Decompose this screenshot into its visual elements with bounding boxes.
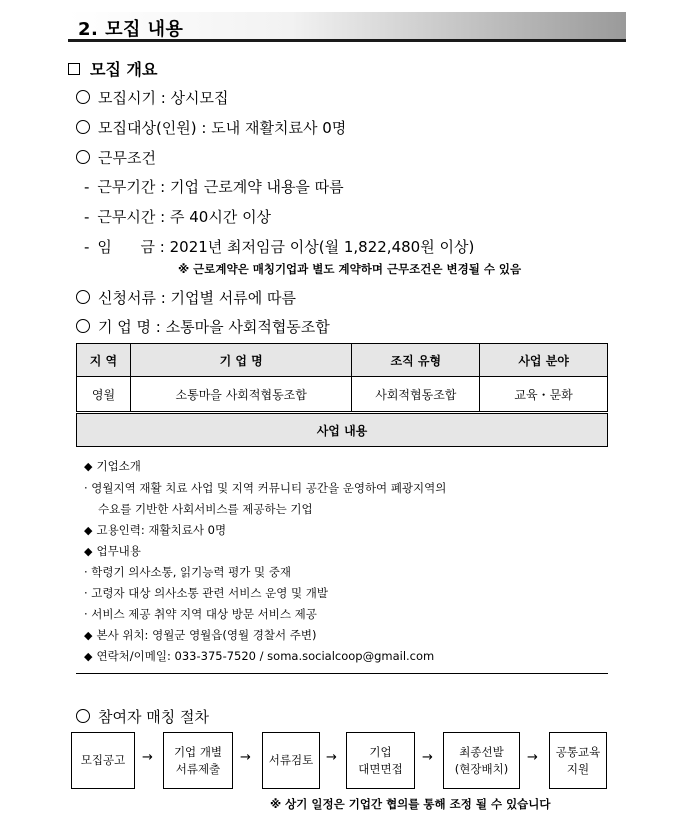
item-conditions-text: 근무조건 [98,149,156,167]
content-header-row [77,413,608,447]
intro-line-1: · 영월지역 재활 치료 사업 및 지역 커뮤니티 공간을 운영하여 폐광지역의 [84,481,447,495]
header-company: 기 업 명 [130,344,352,377]
step-posting [71,732,135,789]
item-documents [76,287,296,308]
item-term-text: 근무기간 : 기업 근로계약 내용을 따름 [97,178,344,196]
diamond-bullet-icon: ◆ [84,650,93,663]
overview-title [68,57,157,80]
step-interview-line2: 대면면접 [358,761,403,776]
item-documents-text: 신청서류 : 기업별 서류에 따름 [98,289,297,307]
dash-bullet-icon: - [84,178,90,196]
header-org-type: 조직 유형 [352,344,480,377]
table-row [77,377,608,413]
hq [84,627,316,643]
work-line-3: · 서비스 제공 취약 지역 대상 방문 서비스 제공 [84,607,317,621]
square-bullet-icon [68,63,80,75]
arrow-icon: → [240,750,251,765]
process-title-text: 참여자 매칭 절차 [98,708,209,726]
hiring [84,522,226,538]
hiring-text: 고용인력: 재활치료사 0명 [96,523,227,537]
item-term [84,176,344,197]
work-label-text: 업무내용 [96,544,141,558]
circle-bullet-icon [76,150,90,164]
work-line-2: · 고령자 대상 의사소통 관련 서비스 운영 및 개발 [84,586,328,600]
section-title: 2. 모집 내용 [78,19,184,40]
circle-bullet-icon [76,90,90,104]
cell-region: 영월 [77,377,131,413]
item-wage [84,236,474,257]
dash-bullet-icon: - [84,238,90,256]
step-submit-docs-line2: 서류제출 [175,761,221,776]
item-conditions [76,147,156,168]
step-interview-line1: 기업 [369,744,392,759]
process-note: ※ 상기 일정은 기업간 협의를 통해 조정 될 수 있습니다 [270,797,551,811]
intro-label-text: 기업소개 [96,459,141,473]
arrow-icon: → [422,750,433,765]
step-posting-text: 모집공고 [80,753,126,767]
company-table [76,343,608,447]
step-submit-docs-line1: 기업 개별 [173,744,223,759]
arrow-icon: → [326,750,337,765]
item-wage-value: : 2021년 최저임금 이상(월 1,822,480원 이상) [159,238,475,256]
diamond-bullet-icon: ◆ [84,545,93,558]
step-training-line1: 공통교육 [555,744,601,759]
dash-bullet-icon: - [84,208,90,226]
content-header: 사업 내용 [77,413,608,447]
business-details [76,452,608,674]
step-submit-docs [163,732,233,789]
item-period-text: 모집시기 : 상시모집 [98,89,229,107]
arrow-icon: → [527,750,538,765]
contact [84,648,434,664]
diamond-bullet-icon: ◆ [84,629,93,642]
cell-org-type: 사회적협동조합 [352,377,480,413]
step-final-selection [443,732,520,789]
circle-bullet-icon [76,120,90,134]
work-label [84,543,141,559]
item-period [76,87,229,108]
step-final-selection-line1: 최종선발 [459,744,504,759]
step-training [549,732,607,789]
circle-bullet-icon [76,290,90,304]
table-header-row [77,344,608,377]
cell-business-field: 교육・문화 [480,377,608,413]
intro-line-2: 수요를 기반한 사회서비스를 제공하는 기업 [98,502,313,516]
contact-text: 연락처/이메일: 033-375-7520 / soma.socialcoop@gmail.com [96,649,435,663]
step-review-text: 서류검토 [268,753,314,767]
item-wage-label: 임 금 [97,238,156,256]
item-company-label: 기 업 명 [98,318,152,336]
item-target-text: 모집대상(인원) : 도내 재활치료사 0명 [98,119,347,137]
item-company [76,316,330,337]
step-final-selection-line2: (현장배치) [454,761,509,776]
item-company-value: : 소통마을 사회적협동조합 [155,318,330,336]
circle-bullet-icon [76,709,90,723]
item-hours-text: 근무시간 : 주 40시간 이상 [97,208,272,226]
header-region: 지 역 [77,344,131,377]
arrow-icon: → [142,750,153,765]
overview-title-text: 모집 개요 [90,60,158,79]
step-interview [346,732,415,789]
item-target [76,117,346,138]
header-business-field: 사업 분야 [480,344,608,377]
circle-bullet-icon [76,319,90,333]
step-review [262,732,320,789]
step-training-line2: 지원 [566,761,590,776]
wage-note: ※ 근로계약은 매칭기업과 별도 계약하며 근무조건은 변경될 수 있음 [178,262,522,276]
work-line-1: · 학령기 의사소통, 읽기능력 평가 및 중재 [84,565,291,579]
diamond-bullet-icon: ◆ [84,460,93,473]
diamond-bullet-icon: ◆ [84,524,93,537]
intro-label [84,458,141,474]
item-hours [84,206,271,227]
cell-company: 소통마을 사회적협동조합 [130,377,352,413]
process-title [76,706,209,727]
hq-text: 본사 위치: 영월군 영월읍(영월 경찰서 주변) [96,628,317,642]
